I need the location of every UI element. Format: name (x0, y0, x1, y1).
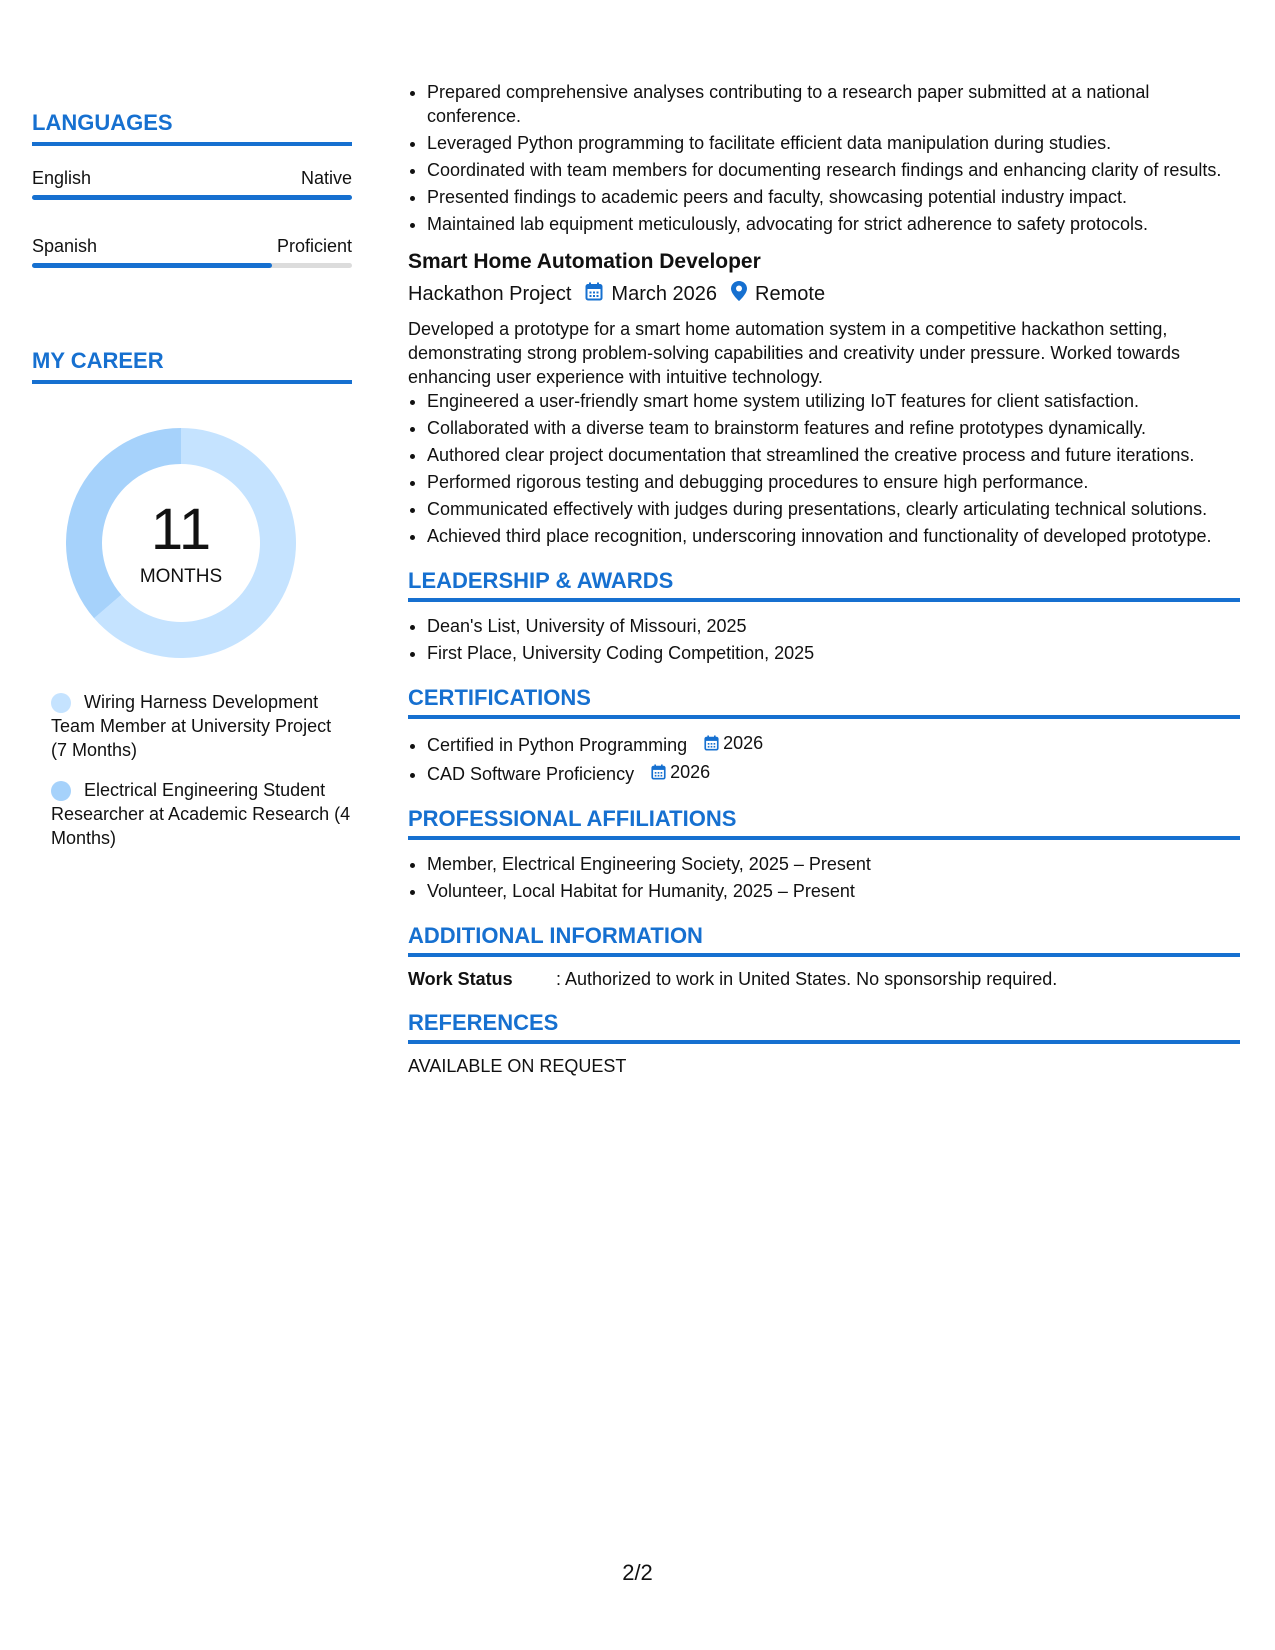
certifications-list (408, 731, 1240, 786)
certification-year: 2026 (670, 762, 711, 782)
bullet-item: • Presented findings to academic peers and faculty, showcasing potential industry impact. (427, 185, 1240, 209)
career-total-unit: MONTHS (139, 566, 223, 587)
affiliation-item: • Volunteer, Local Habitat for Humanity, 2025 – Present (427, 879, 1240, 903)
work-status-label: Work Status (408, 969, 513, 989)
language-item (32, 168, 352, 200)
job-bullets (408, 389, 1240, 548)
certification-name: Certified in Python Programming (427, 735, 688, 755)
awards-list (408, 614, 1240, 665)
previous-job-bullets (408, 80, 1240, 236)
career-total-months: 11 (150, 497, 212, 562)
career-legend-item (51, 690, 352, 762)
legend-dot (51, 693, 71, 713)
calendar-icon (585, 282, 603, 307)
award-item: • Dean's List, University of Missouri, 2025 (427, 614, 1240, 638)
language-item (32, 236, 352, 268)
affiliation-item: • Member, Electrical Engineering Society, 2025 – Present (427, 852, 1240, 876)
references-heading: REFERENCES (408, 1010, 1240, 1044)
language-bar-fill (32, 263, 272, 268)
job-organization: Hackathon Project (408, 282, 572, 305)
certification-item (427, 731, 1240, 757)
language-name: English (32, 168, 92, 188)
job-description: Developed a prototype for a smart home automation system in a competitive hackathon setting, demonstrating strong problem-solving capabilities and creativity under pressure. Worked towards enhancing user experience with intuitive technology. (408, 319, 1181, 387)
work-status-row (408, 969, 1240, 990)
certification-name: CAD Software Proficiency (427, 764, 635, 784)
bullet-item: • Prepared comprehensive analyses contributing to a research paper submitted at a national conference. (427, 80, 1240, 128)
career-legend-label: Electrical Engineering Student Researcher at Academic Research (4 Months) (51, 780, 351, 848)
bullet-item: • Leveraged Python programming to facilitate efficient data manipulation during studies. (427, 131, 1240, 155)
job-date: March 2026 (611, 282, 718, 305)
affiliations-list (408, 852, 1240, 903)
bullet-item: • Maintained lab equipment meticulously, advocating for strict adherence to safety protocols. (427, 212, 1240, 236)
language-list (32, 168, 352, 268)
bullet-item: • Collaborated with a diverse team to brainstorm features and refine prototypes dynamically. (427, 416, 1240, 440)
bullet-item: • Authored clear project documentation that streamlined the creative process and future iterations. (427, 443, 1240, 467)
certifications-heading: CERTIFICATIONS (408, 685, 1240, 719)
job-location: Remote (755, 282, 826, 305)
bullet-item: • Engineered a user-friendly smart home system utilizing IoT features for client satisfaction. (427, 389, 1240, 413)
location-pin-icon (731, 281, 747, 307)
affiliations-heading: PROFESSIONAL AFFILIATIONS (408, 806, 1240, 840)
additional-info-heading: ADDITIONAL INFORMATION (408, 923, 1240, 957)
languages-heading: LANGUAGES (32, 110, 352, 146)
career-heading: MY CAREER (32, 348, 352, 384)
job-title: Smart Home Automation Developer (408, 250, 761, 273)
award-item: • First Place, University Coding Competition, 2025 (427, 641, 1240, 665)
language-bar (32, 195, 352, 200)
certification-year: 2026 (723, 733, 764, 753)
bullet-item: • Communicated effectively with judges during presentations, clearly articulating technical solutions. (427, 497, 1240, 521)
calendar-icon (651, 764, 666, 780)
bullet-item: • Performed rigorous testing and debugging procedures to ensure high performance. (427, 470, 1240, 494)
sidebar (32, 110, 352, 866)
language-bar-fill (32, 195, 352, 200)
legend-dot (51, 781, 71, 801)
donut-center (66, 428, 296, 658)
work-status-value: : Authorized to work in United States. No sponsorship required. (556, 969, 1058, 989)
career-donut-chart (66, 428, 296, 658)
job-meta (408, 281, 1240, 307)
language-level: Native (300, 168, 352, 188)
main-content (408, 80, 1240, 1077)
language-bar (32, 263, 352, 268)
language-name: Spanish (32, 236, 98, 256)
career-legend (51, 690, 352, 850)
career-legend-label: Wiring Harness Development Team Member at University Project (7 Months) (51, 692, 332, 760)
career-legend-item (51, 778, 352, 850)
bullet-item: • Coordinated with team members for documenting research findings and enhancing clarity of results. (427, 158, 1240, 182)
awards-heading: LEADERSHIP & AWARDS (408, 568, 1240, 602)
references-text: AVAILABLE ON REQUEST (408, 1056, 627, 1076)
page-number: 2/2 (622, 1560, 653, 1585)
calendar-icon (704, 735, 719, 751)
certification-item (427, 760, 1240, 786)
bullet-item: • Achieved third place recognition, underscoring innovation and functionality of developed prototype. (427, 524, 1240, 548)
language-level: Proficient (276, 236, 352, 256)
